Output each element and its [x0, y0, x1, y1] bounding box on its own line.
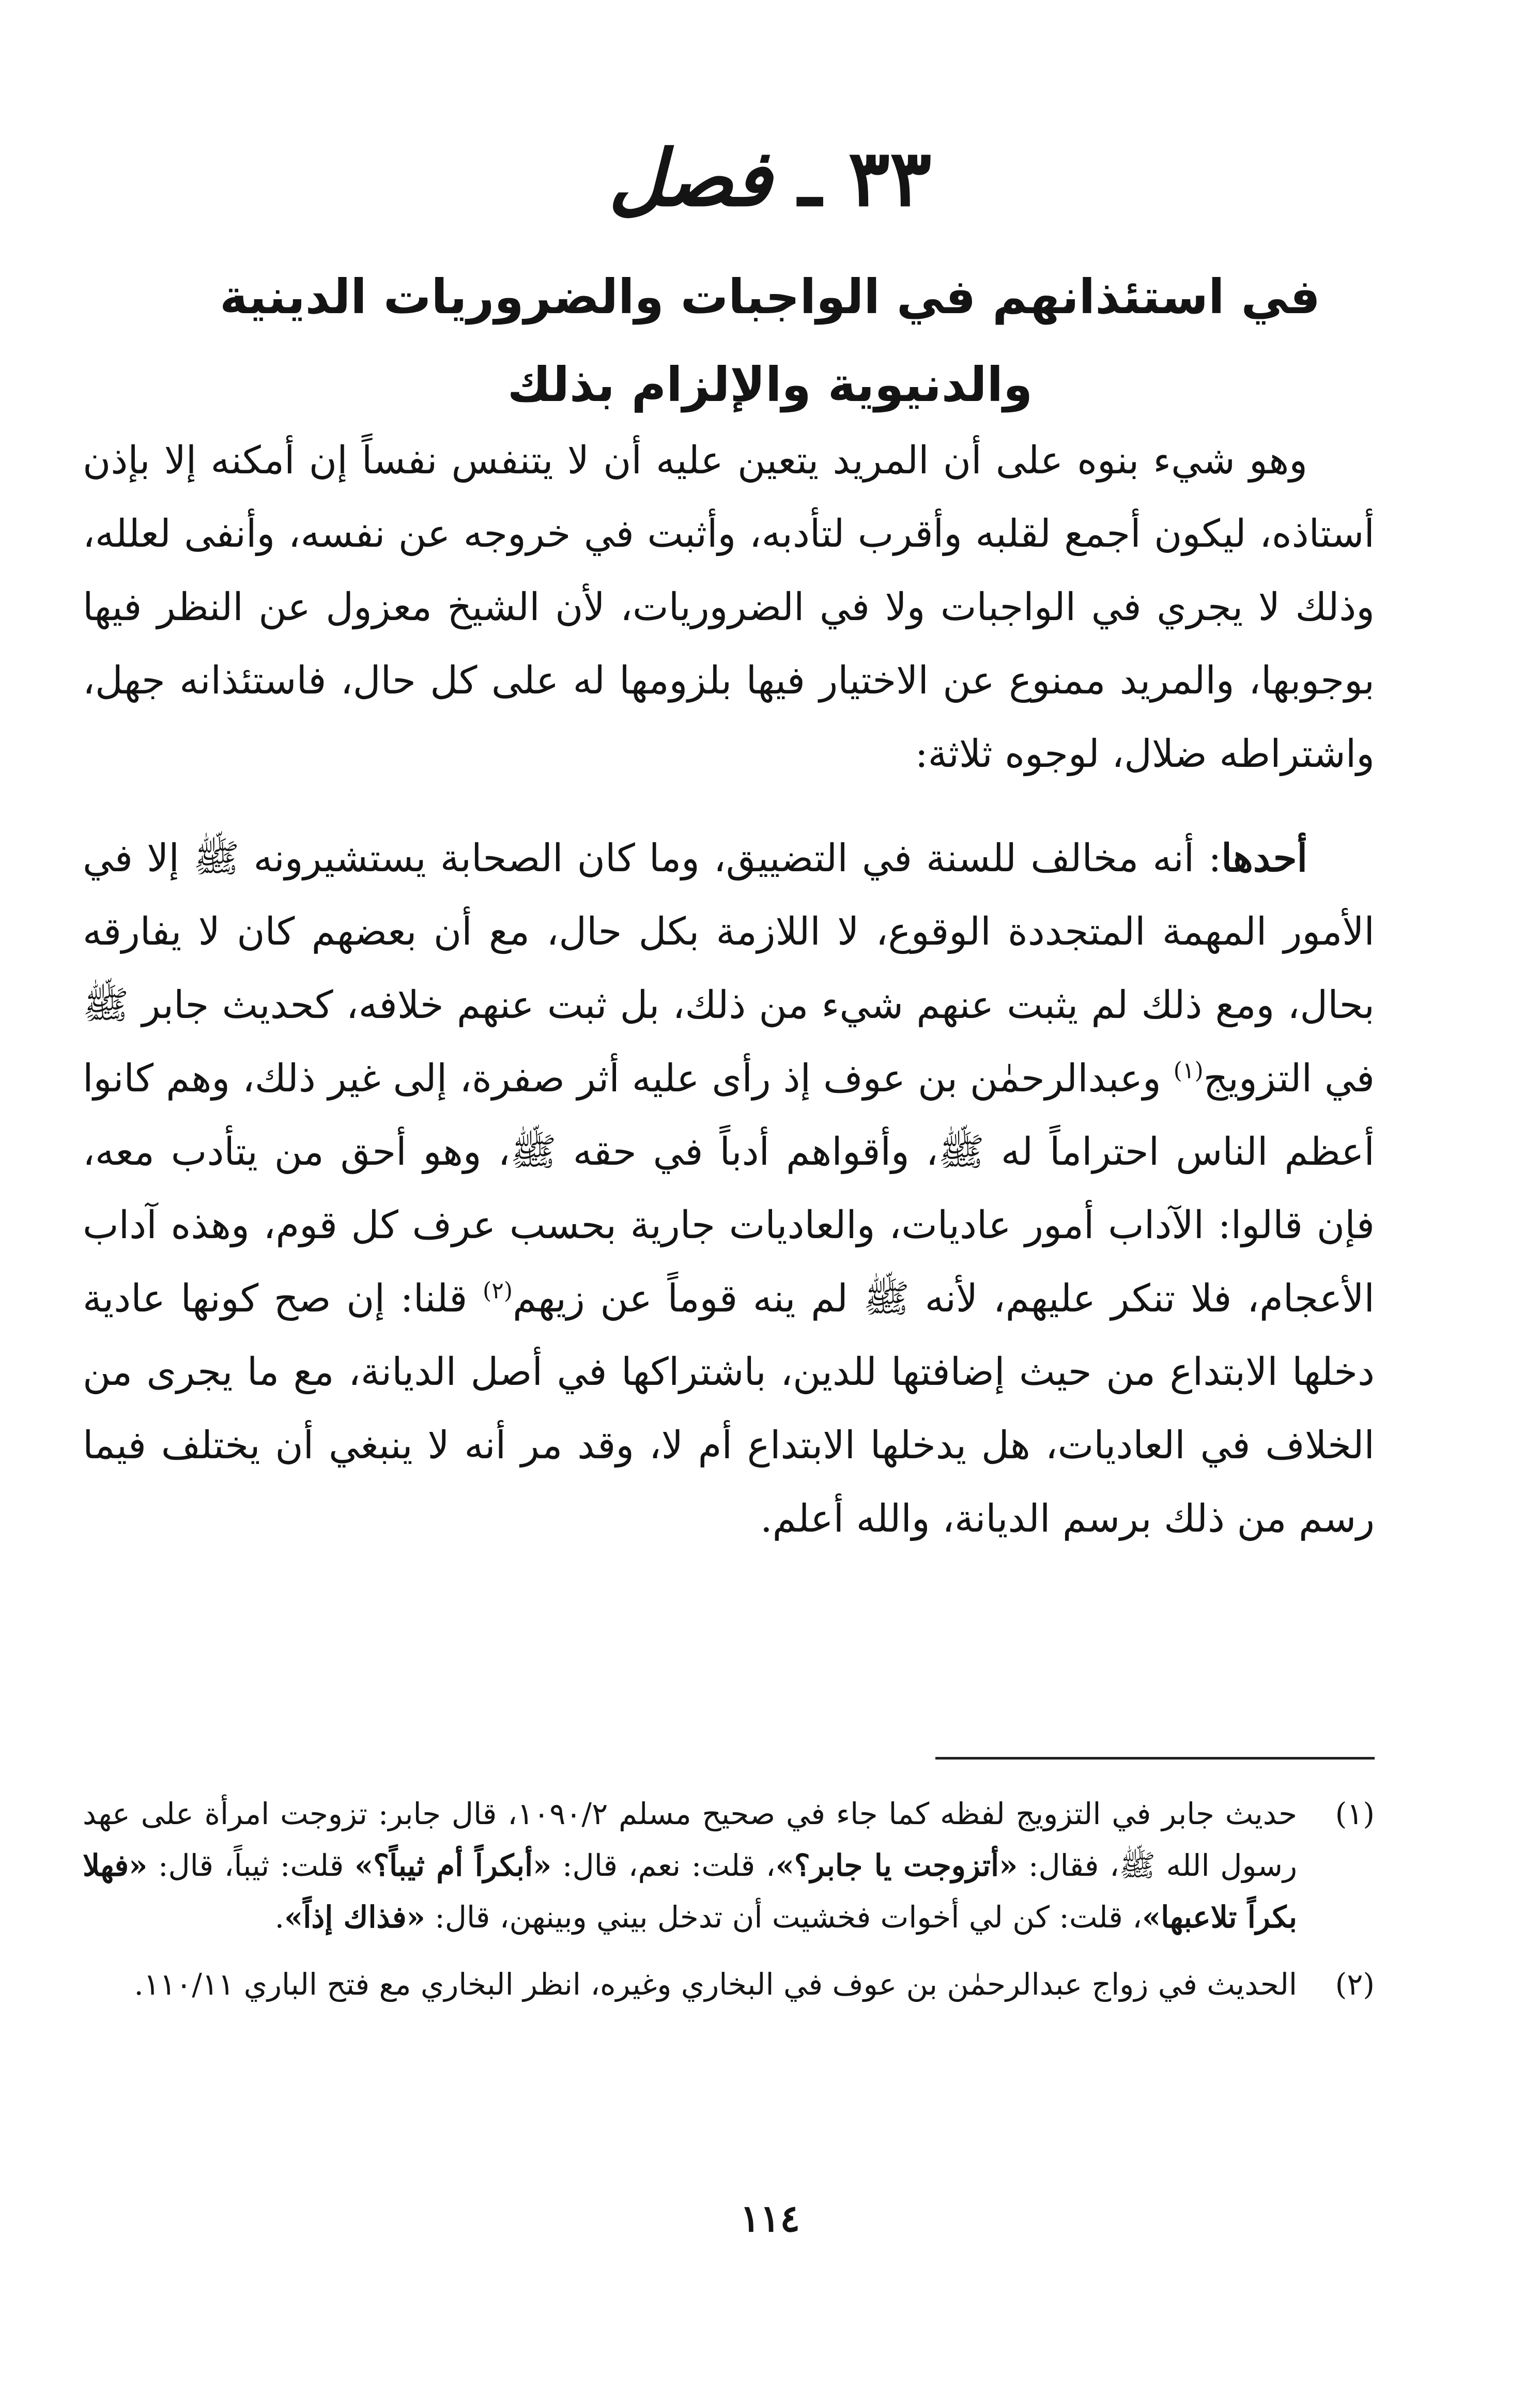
paragraph-2 — [83, 822, 1375, 1555]
paragraph-1: وهو شيء بنوه على أن المريد يتعين عليه أن لا يتنفس نفساً إن أمكنه إلا بإذن أستاذه، ليكون أجمع لقلبه وأقرب لتأدبه، وأثبت في خروجه عن نفسه، وأنفى لعلله، وذلك لا يجري في الواجبات ولا في الضروريات، لأن الشيخ معزول عن النظر فيها بوجوبها، والمريد ممنوع عن الاختيار فيها بلزومها له على كل حال، فاستئذانه جهل، واشتراطه ضلال، لوجوه ثلاثة: — [83, 438, 1375, 776]
page-number: ١١٤ — [740, 2196, 800, 2240]
section-title-line-1: في استئذانهم في الواجبات والضروريات الدينية — [220, 269, 1320, 325]
chapter-heading — [0, 129, 1540, 227]
footnote-1-text-2: ، قلت: نعم، قال: — [551, 1848, 776, 1883]
paragraph-2-part-c: قلنا: إن صح كونها عادية دخلها الابتداع من حيث إضافتها للدين، باشتراكها في أصل الديانة، مع ما يجرى من الخلاف في العاديات، هل يدخلها الابتداع أم لا، وقد مر أنه لا ينبغي أن يختلف فيما رسم من ذلك برسم الديانة، والله أعلم. — [83, 1276, 1375, 1541]
paragraph-2-lead-word: أحدها — [1221, 836, 1307, 881]
footnote-1-quote-4: «فذاك إذاً» — [284, 1900, 425, 1935]
footnote-1-text-3: قلت: ثيباً، قال: — [147, 1848, 355, 1883]
footnote-2-text: الحديث في زواج عبدالرحمٰن بن عوف في البخاري وغيره، انظر البخاري مع فتح الباري ١١٠/١١. — [134, 1967, 1297, 2002]
footnote-1-text-5: . — [274, 1900, 285, 1935]
section-title-line-2: والدنيوية والإلزام بذلك — [507, 357, 1033, 412]
footnote-2 — [83, 1958, 1375, 2010]
footnote-2-number: (٢) — [1335, 1967, 1375, 2002]
footnote-1-quote-1: «أتزوجت يا جابر؟» — [775, 1848, 1018, 1883]
footnote-1-number: (١) — [1335, 1796, 1375, 1831]
body-text — [83, 424, 1375, 1555]
chapter-separator: ـ — [771, 133, 849, 224]
chapter-number: ٣٣ — [848, 133, 932, 224]
footnote-marker-2: (٢) — [483, 1277, 513, 1304]
footnote-1-quote-2: «أبكراً أم ثيباً؟» — [355, 1848, 552, 1883]
paragraph-2-part-b: وعبدالرحمٰن بن عوف إذ رأى عليه أثر صفرة، إلى غير ذلك، وهم كانوا أعظم الناس احتراماً له ﷺ، وأقواهم أدباً في حقه ﷺ، وهو أحق من يتأدب معه، فإن قالوا: الآداب أمور عاديات، والعاديات جارية بحسب عرف كل قوم، وهذه آداب الأعجام، فلا تنكر عليهم، لأنه ﷺ لم ينه قوماً عن زيهم — [83, 1056, 1375, 1321]
chapter-word: فصل — [608, 133, 772, 224]
footnote-1-text-1: حديث جابر في التزويج لفظه كما جاء في صحيح مسلم ١٠٩٠/٢، قال جابر: تزوجت امرأة على عهد رسول الله ﷺ، فقال: — [83, 1796, 1298, 1883]
footnote-1 — [83, 1788, 1375, 1943]
section-title — [155, 253, 1385, 429]
footnote-marker-1: (١) — [1173, 1057, 1204, 1084]
paragraph-2-part-a: : أنه مخالف للسنة في التضييق، وما كان الصحابة يستشيرونه ﷺ إلا في الأمور المهمة المتجددة الوقوع، لا اللازمة بكل حال، مع أن بعضهم كان لا يفارقه بحال، ومع ذلك لم يثبت عنهم شيء من ذلك، بل ثبت عنهم خلافه، كحديث جابر ﷺ في التزويج — [83, 836, 1375, 1101]
footnotes — [83, 1788, 1375, 2010]
footnote-1-quote-3: «فهلا بكراً تلاعبها» — [83, 1848, 1297, 1935]
footnote-divider — [935, 1757, 1375, 1760]
footnote-1-text-4: ، قلت: كن لي أخوات فخشيت أن تدخل بيني وبينهن، قال: — [425, 1900, 1142, 1935]
